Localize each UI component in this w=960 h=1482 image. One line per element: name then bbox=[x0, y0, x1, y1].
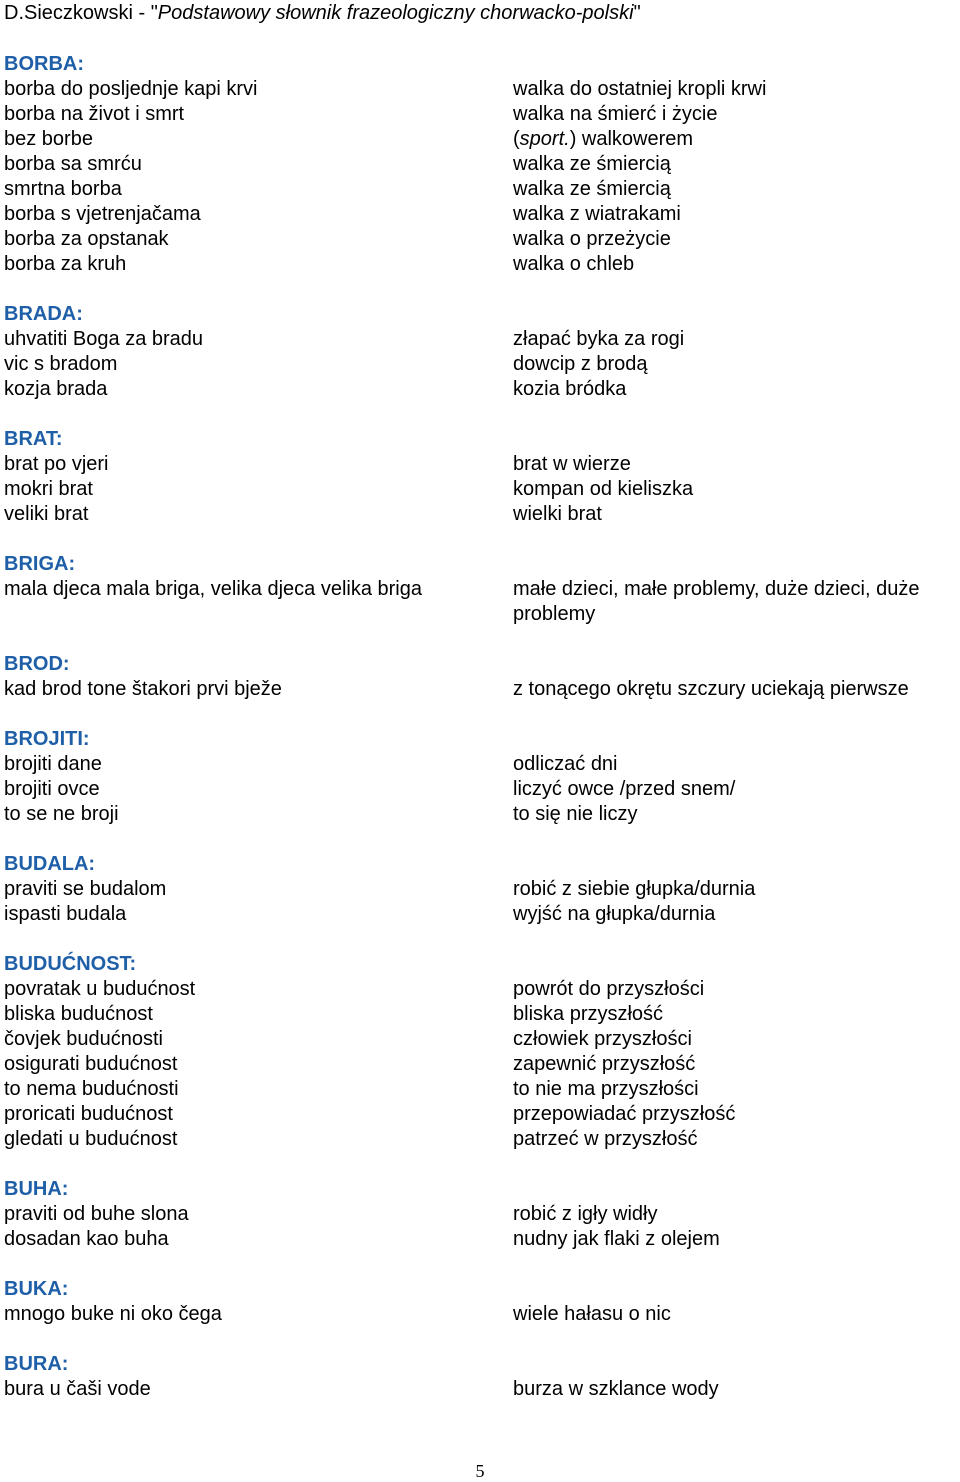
polish-translation: złapać byka za rogi bbox=[513, 328, 685, 350]
dictionary-entry bbox=[0, 1177, 960, 1252]
polish-translation: odliczać dni bbox=[513, 753, 618, 775]
phrase-row bbox=[0, 202, 960, 227]
phrase-row bbox=[0, 1077, 960, 1102]
dictionary-entry bbox=[0, 1277, 960, 1327]
phrase-row bbox=[0, 1377, 960, 1402]
entry-headword: BRAT: bbox=[4, 428, 63, 450]
entry-headword: BURA: bbox=[4, 1353, 69, 1375]
polish-translation: kozia bródka bbox=[513, 378, 627, 400]
croatian-phrase: kad brod tone štakori prvi bježe bbox=[4, 678, 282, 700]
phrase-row bbox=[0, 902, 960, 927]
phrase-row bbox=[0, 502, 960, 527]
entry-headword: BUHA: bbox=[4, 1178, 69, 1200]
polish-translation: dowcip z brodą bbox=[513, 353, 648, 375]
phrase-row bbox=[0, 1052, 960, 1077]
dictionary-entry bbox=[0, 652, 960, 702]
croatian-phrase: bliska budućnost bbox=[4, 1003, 153, 1025]
polish-translation: patrzeć w przyszłość bbox=[513, 1128, 698, 1150]
croatian-phrase: to nema budućnosti bbox=[4, 1078, 179, 1100]
polish-translation: brat w wierze bbox=[513, 453, 631, 475]
entry-headword: BRADA: bbox=[4, 303, 83, 325]
polish-translation: walka z wiatrakami bbox=[513, 203, 681, 225]
phrase-row bbox=[0, 877, 960, 902]
dictionary-entry bbox=[0, 302, 960, 402]
header-suffix: " bbox=[633, 2, 641, 24]
header-book-title: Podstawowy słownik frazeologiczny chorwacko-polski bbox=[157, 2, 634, 24]
polish-translation: wyjść na głupka/durnia bbox=[513, 903, 716, 925]
polish-translation: kompan od kieliszka bbox=[513, 478, 694, 500]
dictionary-entry bbox=[0, 852, 960, 927]
phrase-row bbox=[0, 177, 960, 202]
polish-translation: burza w szklance wody bbox=[513, 1378, 719, 1400]
dictionary-entry bbox=[0, 52, 960, 277]
polish-translation: robić z siebie głupka/durnia bbox=[513, 878, 756, 900]
phrase-row bbox=[0, 577, 960, 627]
polish-translation: bliska przyszłość bbox=[513, 1003, 664, 1025]
croatian-phrase: ispasti budala bbox=[4, 903, 127, 925]
polish-translation: wielki brat bbox=[513, 503, 602, 525]
croatian-phrase: borba na život i smrt bbox=[4, 103, 185, 125]
polish-translation: walka ze śmiercią bbox=[513, 153, 671, 175]
polish-translation: wiele hałasu o nic bbox=[513, 1303, 671, 1325]
croatian-phrase: osigurati budućnost bbox=[4, 1053, 178, 1075]
croatian-phrase: brojiti dane bbox=[4, 753, 102, 775]
croatian-phrase: kozja brada bbox=[4, 378, 108, 400]
dictionary-entries bbox=[0, 52, 960, 1427]
page-number: 5 bbox=[475, 1461, 485, 1481]
phrase-row bbox=[0, 1027, 960, 1052]
croatian-phrase: povratak u budućnost bbox=[4, 978, 196, 1000]
phrase-row bbox=[0, 1227, 960, 1252]
phrase-row bbox=[0, 802, 960, 827]
croatian-phrase: mnogo buke ni oko čega bbox=[4, 1303, 222, 1325]
croatian-phrase: borba za opstanak bbox=[4, 228, 169, 250]
croatian-phrase: gledati u budućnost bbox=[4, 1128, 178, 1150]
croatian-phrase: borba do posljednje kapi krvi bbox=[4, 78, 258, 100]
document-header bbox=[4, 0, 641, 26]
phrase-row bbox=[0, 127, 960, 152]
croatian-phrase: uhvatiti Boga za bradu bbox=[4, 328, 204, 350]
croatian-phrase: vic s bradom bbox=[4, 353, 118, 375]
phrase-row bbox=[0, 1002, 960, 1027]
polish-translation: z tonącego okrętu szczury uciekają pierwsze bbox=[513, 678, 909, 700]
croatian-phrase: bura u čaši vode bbox=[4, 1378, 151, 1400]
polish-translation: to się nie liczy bbox=[513, 803, 638, 825]
croatian-phrase: dosadan kao buha bbox=[4, 1228, 169, 1250]
entry-headword: BUDALA: bbox=[4, 853, 96, 875]
polish-translation: to nie ma przyszłości bbox=[513, 1078, 699, 1100]
dictionary-entry bbox=[0, 727, 960, 827]
entry-headword: BROJITI: bbox=[4, 728, 90, 750]
phrase-row bbox=[0, 977, 960, 1002]
dictionary-entry bbox=[0, 552, 960, 627]
polish-translation: walka na śmierć i życie bbox=[513, 103, 718, 125]
phrase-row bbox=[0, 102, 960, 127]
croatian-phrase: mokri brat bbox=[4, 478, 93, 500]
entry-headword: BORBA: bbox=[4, 53, 84, 75]
phrase-row bbox=[0, 677, 960, 702]
phrase-row bbox=[0, 252, 960, 277]
phrase-row bbox=[0, 777, 960, 802]
croatian-phrase: smrtna borba bbox=[4, 178, 122, 200]
phrase-row bbox=[0, 227, 960, 252]
croatian-phrase: proricati budućnost bbox=[4, 1103, 173, 1125]
polish-translation: małe dzieci, małe problemy, duże dzieci, duże problemy bbox=[513, 578, 920, 625]
polish-translation: walka do ostatniej kropli krwi bbox=[513, 78, 767, 100]
phrase-row bbox=[0, 752, 960, 777]
entry-headword: BRIGA: bbox=[4, 553, 76, 575]
polish-translation: człowiek przyszłości bbox=[513, 1028, 692, 1050]
phrase-row bbox=[0, 77, 960, 102]
croatian-phrase: borba za kruh bbox=[4, 253, 127, 275]
polish-translation: robić z igły widły bbox=[513, 1203, 658, 1225]
polish-translation: liczyć owce /przed snem/ bbox=[513, 778, 736, 800]
usage-label: sport. bbox=[519, 128, 570, 150]
phrase-row bbox=[0, 377, 960, 402]
translation-part: ( bbox=[513, 128, 520, 150]
croatian-phrase: čovjek budućnosti bbox=[4, 1028, 163, 1050]
polish-translation: walka o chleb bbox=[513, 253, 635, 275]
croatian-phrase: bez borbe bbox=[4, 128, 93, 150]
croatian-phrase: brat po vjeri bbox=[4, 453, 109, 475]
phrase-row bbox=[0, 152, 960, 177]
croatian-phrase: praviti se budalom bbox=[4, 878, 167, 900]
croatian-phrase: veliki brat bbox=[4, 503, 89, 525]
polish-translation: walka o przeżycie bbox=[513, 228, 671, 250]
translation-part: ) walkowerem bbox=[569, 128, 694, 150]
phrase-row bbox=[0, 1302, 960, 1327]
phrase-row bbox=[0, 352, 960, 377]
polish-translation: walka ze śmiercią bbox=[513, 178, 671, 200]
dictionary-entry bbox=[0, 952, 960, 1152]
entry-headword: BUKA: bbox=[4, 1278, 69, 1300]
entry-headword: BUDUĆNOST: bbox=[4, 953, 137, 975]
phrase-row bbox=[0, 1102, 960, 1127]
polish-translation: nudny jak flaki z olejem bbox=[513, 1228, 720, 1250]
phrase-row bbox=[0, 1202, 960, 1227]
entry-headword: BROD: bbox=[4, 653, 70, 675]
croatian-phrase: mala djeca mala briga, velika djeca velika briga bbox=[4, 578, 422, 600]
croatian-phrase: borba sa smrću bbox=[4, 153, 142, 175]
croatian-phrase: borba s vjetrenjačama bbox=[4, 203, 201, 225]
polish-translation: powrót do przyszłości bbox=[513, 978, 705, 1000]
croatian-phrase: praviti od buhe slona bbox=[4, 1203, 189, 1225]
header-author-prefix: D.Sieczkowski - " bbox=[4, 2, 158, 24]
polish-translation bbox=[513, 127, 960, 152]
phrase-row bbox=[0, 327, 960, 352]
phrase-row bbox=[0, 452, 960, 477]
croatian-phrase: brojiti ovce bbox=[4, 778, 100, 800]
polish-translation: przepowiadać przyszłość bbox=[513, 1103, 736, 1125]
polish-translation: zapewnić przyszłość bbox=[513, 1053, 696, 1075]
phrase-row bbox=[0, 477, 960, 502]
croatian-phrase: to se ne broji bbox=[4, 803, 119, 825]
dictionary-entry bbox=[0, 427, 960, 527]
dictionary-entry bbox=[0, 1352, 960, 1402]
phrase-row bbox=[0, 1127, 960, 1152]
